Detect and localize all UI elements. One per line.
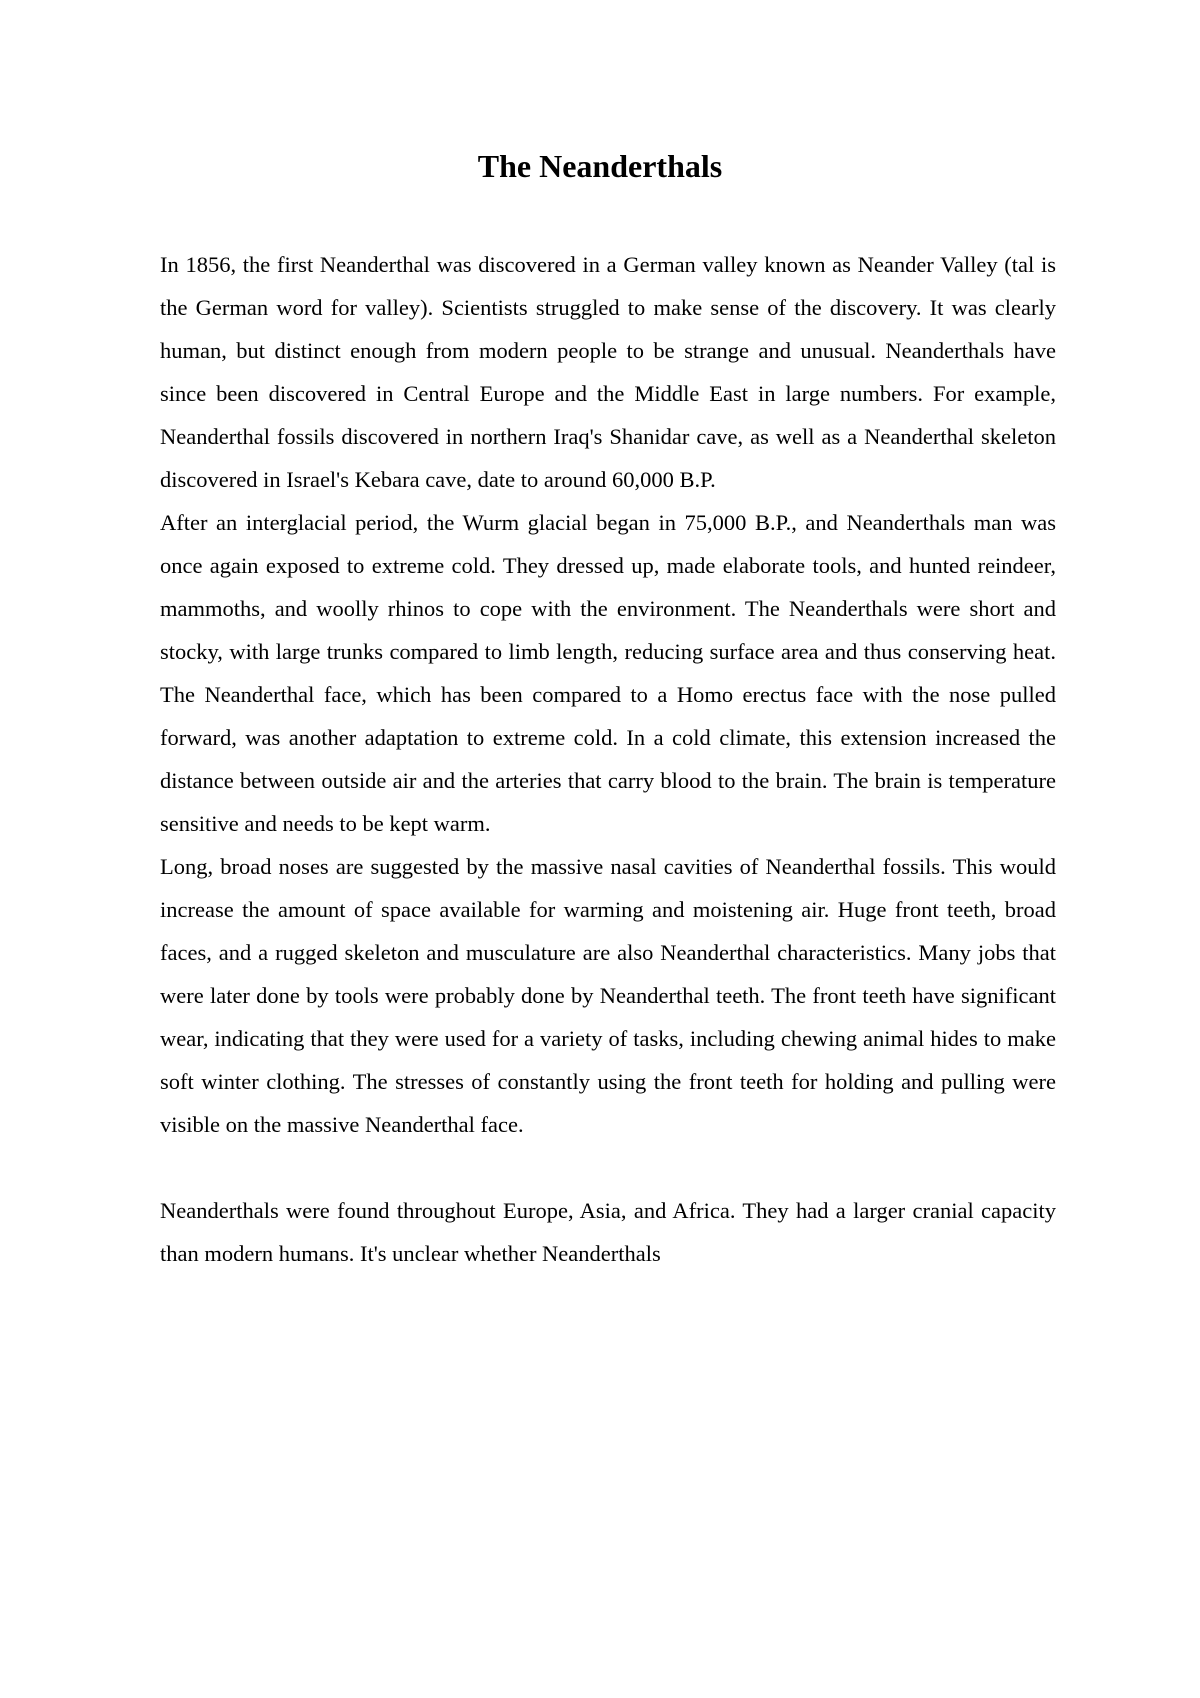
document-title: The Neanderthals (477, 148, 723, 184)
document-body (160, 243, 1056, 1275)
paragraph-noses-teeth: Long, broad noses are suggested by the massive nasal cavities of Neanderthal fossils. This would increase the amount of space available for warming and moistening air. Huge front teeth, broad faces, and a rugged skeleton and musculature are also Neanderthal characteristics. Many jobs that were later done by tools were probably done by Neanderthal teeth. The front teeth have significant wear, indicating that they were used for a variety of tasks, including chewing animal hides to make soft winter clothing. The stresses of constantly using the front teeth for holding and pulling were visible on the massive Neanderthal face. (160, 854, 1056, 1137)
paragraph-discovery: In 1856, the first Neanderthal was discovered in a German valley known as Neander Valley (tal is the German word for valley). Scientists struggled to make sense of the discovery. It was clearly human, but distinct enough from modern people to be strange and unusual. Neanderthals have since been discovered in Central Europe and the Middle East in large numbers. For example, Neanderthal fossils discovered in northern Iraq's Shanidar cave, as well as a Neanderthal skeleton discovered in Israel's Kebara cave, date to around 60,000 B.P. (160, 252, 1056, 492)
paragraph-distribution: Neanderthals were found throughout Europe, Asia, and Africa. They had a larger cranial capacity than modern humans. It's unclear whether Neanderthals (160, 1198, 1056, 1266)
paragraph-spacer (160, 1146, 1056, 1189)
paragraph-wurm-glacial: After an interglacial period, the Wurm glacial began in 75,000 B.P., and Neanderthals man was once again exposed to extreme cold. They dressed up, made elaborate tools, and hunted reindeer, mammoths, and woolly rhinos to cope with the environment. The Neanderthals were short and stocky, with large trunks compared to limb length, reducing surface area and thus conserving heat. The Neanderthal face, which has been compared to a Homo erectus face with the nose pulled forward, was another adaptation to extreme cold. In a cold climate, this extension increased the distance between outside air and the arteries that carry blood to the brain. The brain is temperature sensitive and needs to be kept warm. (160, 510, 1056, 836)
